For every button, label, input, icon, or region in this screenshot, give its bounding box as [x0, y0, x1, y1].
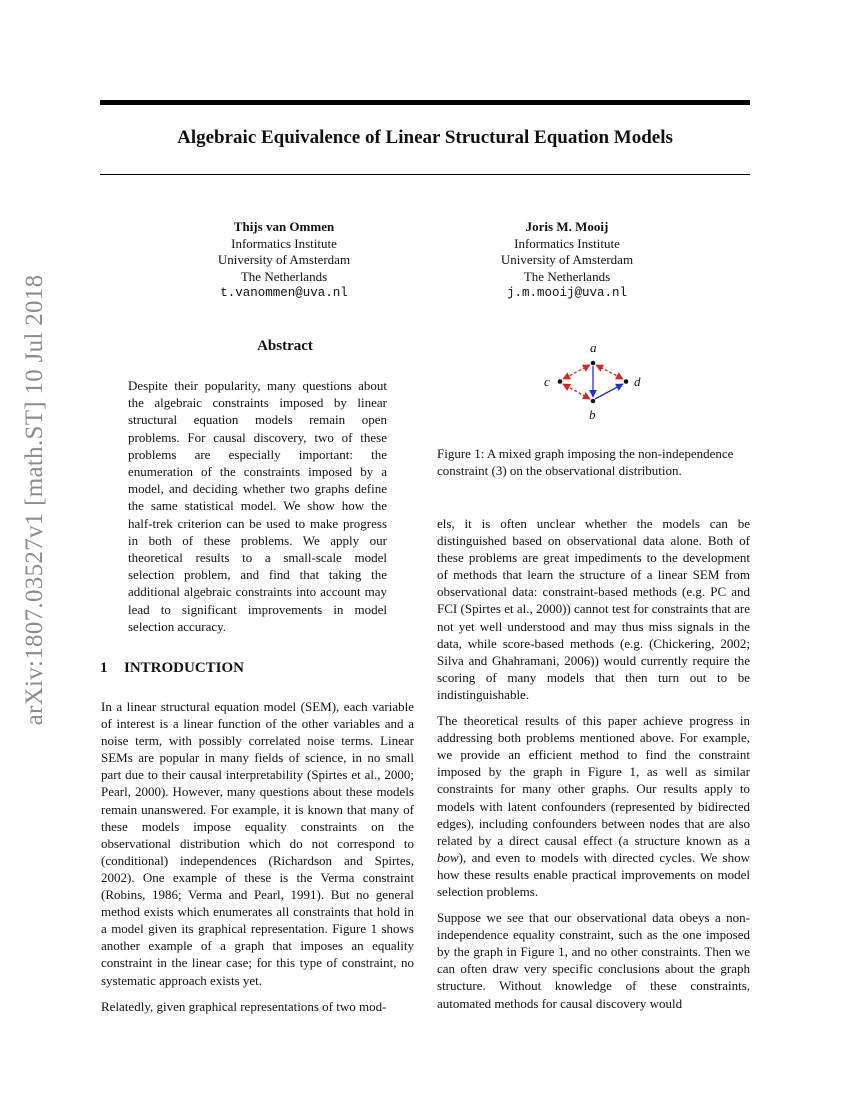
mixed-graph-diagram [540, 336, 660, 426]
edge-a-c-bidirected [563, 365, 590, 379]
paper-title: Algebraic Equivalence of Linear Structural Equation Models [177, 127, 673, 148]
author-name: Joris M. Mooij [525, 219, 609, 234]
node-a [591, 361, 596, 366]
paragraph-text: The theoretical results of this paper achieve progress in addressing both problems mentioned above. For example, we provide an efficient method to find the constraint imposed by the graph in Figure 1, as well as similar constraints for many other graphs. Our results apply to models with latent confounders (represented by bidirected edges), including confounders between nodes that are also related by a direct causal effect (a structure known as a [437, 713, 750, 848]
node-b [591, 399, 596, 404]
top-rule [100, 100, 750, 105]
node-label-a: a [590, 340, 597, 355]
author-email: j.m.mooij@uva.nl [506, 286, 628, 300]
abstract-text: Despite their popularity, many questions about the algebraic constraints imposed by linear structural equation models remain open problems. For causal discovery, two of these problems are especially important: the enumeration of the constraints imposed by a model, and deciding whether two graphs define the same statistical model. We show how the half-trek criterion can be used to make progress in both of these problems. We apply our theoretical results to a small-scale model selection problem, and find that taking the additional algebraic constraints into account may lead to significant improvements in model selection accuracy. [128, 378, 387, 634]
figure-1-graph [540, 336, 660, 426]
arxiv-sidebar [5, 274, 65, 726]
author-institute: Informatics Institute [514, 235, 620, 251]
author-university: University of Amsterdam [217, 252, 351, 267]
bow-term: bow [437, 849, 459, 865]
intro-paragraph-3: els, it is often unclear whether the models can be distinguished based on observational data alone. Both of these problems are great impediments to the development of methods that learn the structure of a linear SEM from observational data: constraint-based methods (e.g. PC and FCI (Spirtes et al., 2000)) cannot test for constraints that are not yet well understood and may thus miss signals in the data, while score-based methods (e.g. (Chickering, 2002; Silva and Ghahramani, 2006)) would currently require the scoring of many models that then turn out to be indistinguishable. [437, 516, 750, 702]
figure-1-caption: Figure 1: A mixed graph imposing the non-independence constraint (3) on the observational distribution. [437, 446, 734, 479]
author-block-1 [154, 219, 414, 302]
author-block-2 [437, 219, 697, 302]
author-country: The Netherlands [523, 268, 611, 284]
node-d [624, 379, 629, 384]
left-column [101, 698, 414, 1024]
author-country: The Netherlands [240, 268, 328, 284]
abstract-heading: Abstract [257, 338, 313, 354]
edge-b-to-d [595, 384, 623, 399]
intro-paragraph-5: Suppose we see that our observational data obeys a non-independence equality constraint, such as the one imposed by the graph in Figure 1, and no other constraints. Then we can often draw very specific conclusions about the graph structure. Without knowledge of these constraints, automated methods for causal discovery would [437, 910, 750, 1011]
edge-b-c-bidirected [563, 384, 590, 399]
paragraph-text: ), and even to models with directed cycles. We show how these results enable practical improvements on model selection problems. [437, 849, 750, 899]
author-name: Thijs van Ommen [233, 219, 335, 234]
arxiv-identifier: arXiv:1807.03527v1 [math.ST] 10 Jul 2018 [21, 274, 48, 726]
intro-paragraph-4 [437, 712, 750, 900]
title-rule [100, 174, 750, 175]
right-column [437, 515, 750, 1021]
author-university: University of Amsterdam [500, 252, 634, 267]
node-label-b: b [589, 407, 596, 422]
section-heading [100, 660, 244, 677]
edge-a-d-bidirected [596, 365, 623, 379]
intro-paragraph-1: In a linear structural equation model (SEM), each variable of interest is a linear function of the other variables and a noise term, with possibly correlated noise terms. Linear SEMs are popular in many fields of science, in no small part due to their causal interpretability (Spirtes et al., 2000; Pearl, 2000). However, many questions about these models remain unanswered. For example, it is known that many of these models impose equality constraints on the observational distribution which do not correspond to (conditional) independences (Richardson and Spirtes, 2002). One example of these is the Verma constraint (Robins, 1986; Verma and Pearl, 1991). But no general method exists which enumerates all constraints that hold in a model given its graphical representation. Figure 1 shows another example of a graph that imposes an equality constraint in the linear case; for this type of constraint, no systematic approach exists yet. [101, 699, 414, 988]
author-email: t.vanommen@uva.nl [220, 286, 348, 300]
author-institute: Informatics Institute [231, 235, 337, 251]
node-label-d: d [634, 374, 641, 389]
node-label-c: c [544, 374, 550, 389]
section-number: 1 [100, 660, 108, 676]
node-c [558, 379, 563, 384]
intro-paragraph-2: Relatedly, given graphical representations of two mod- [101, 998, 387, 1014]
section-title: INTRODUCTION [124, 660, 245, 676]
